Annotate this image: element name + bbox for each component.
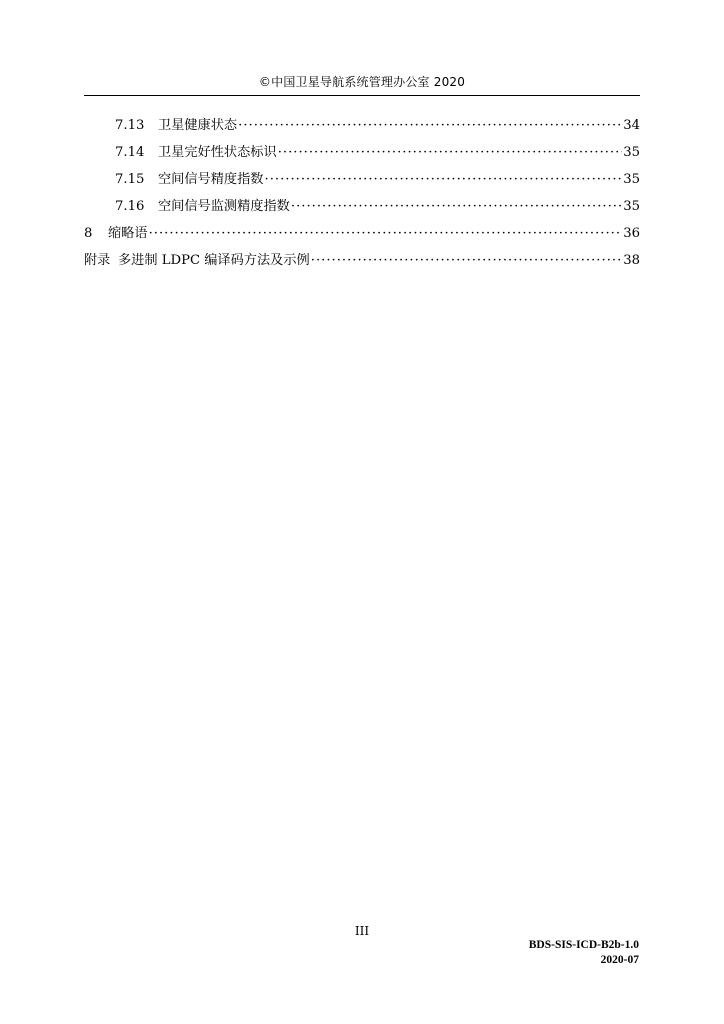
- page-header: ©中国卫星导航系统管理办公室 2020: [258, 75, 466, 89]
- toc-entry-7-14[interactable]: [84, 139, 640, 166]
- header-rule: [84, 95, 640, 96]
- toc-entry-appendix[interactable]: [84, 247, 640, 274]
- toc-entry-number: 7.13: [115, 118, 145, 133]
- toc-entry-title: 卫星健康状态: [158, 118, 238, 133]
- toc-entry-7-13[interactable]: [84, 112, 640, 139]
- document-code: [529, 938, 639, 968]
- toc-entry-number: 7.15: [115, 172, 145, 187]
- toc-entry-7-15[interactable]: [84, 166, 640, 193]
- document-id: BDS-SIS-ICD-B2b-1.0: [528, 939, 639, 951]
- toc-dot-leader: [149, 220, 623, 247]
- toc-entry-title: 空间信号精度指数: [158, 172, 264, 187]
- toc-entry-page: 34: [623, 118, 640, 133]
- toc-dot-leader: [291, 193, 622, 220]
- toc-entry-8[interactable]: [84, 220, 640, 247]
- toc-entry-number: 附录: [84, 253, 111, 268]
- toc-dot-leader: [238, 112, 622, 139]
- toc-dot-leader: [311, 247, 622, 274]
- page-number: III: [354, 924, 370, 938]
- toc-entry-7-16[interactable]: [84, 193, 640, 220]
- toc-entry-page: 35: [623, 145, 640, 160]
- toc-entry-page: 35: [623, 172, 640, 187]
- toc-entry-page: 35: [623, 199, 640, 214]
- toc-entry-number: 7.16: [115, 199, 145, 214]
- toc-entry-number: 7.14: [115, 145, 145, 160]
- toc-entry-page: 36: [623, 226, 640, 241]
- toc-entry-title: 多进制 LDPC 编译码方法及示例: [118, 253, 310, 268]
- toc-entry-page: 38: [623, 253, 640, 268]
- toc-entry-number: 8: [84, 226, 93, 241]
- toc-entry-title: 缩略语: [108, 226, 148, 241]
- document-date: 2020-07: [600, 954, 639, 966]
- toc-dot-leader: [265, 166, 623, 193]
- table-of-contents: [84, 112, 640, 274]
- toc-entry-title: 空间信号监测精度指数: [158, 199, 290, 214]
- toc-dot-leader: [278, 139, 623, 166]
- toc-entry-title: 卫星完好性状态标识: [158, 145, 277, 160]
